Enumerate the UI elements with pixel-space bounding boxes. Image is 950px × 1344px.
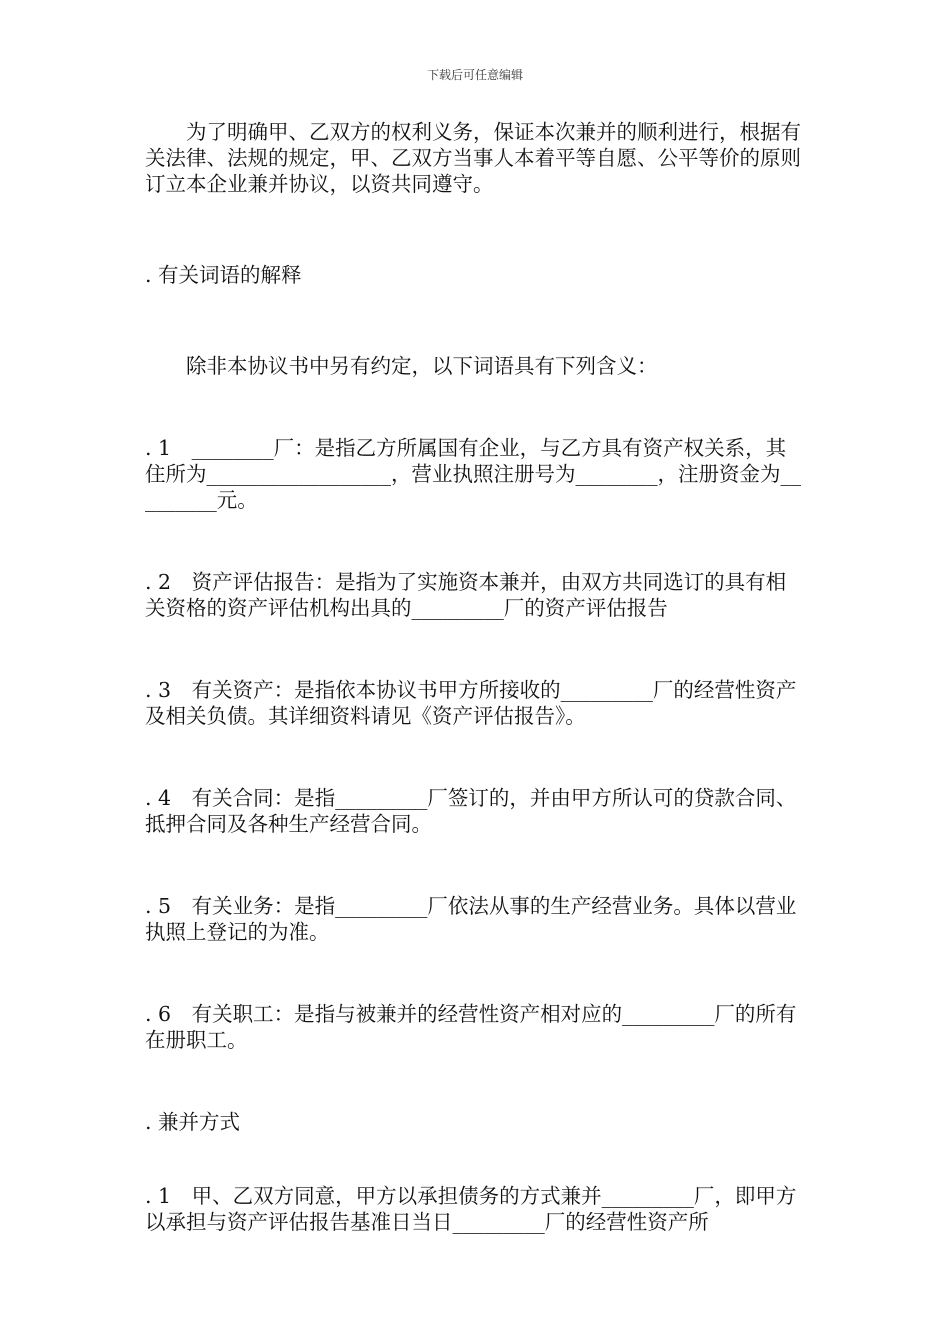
section-heading-merger-method: . 兼并方式: [145, 1110, 241, 1134]
clause-1-6: . 6 有关职工：是指与被兼并的经营性资产相对应的_________厂的所有在册职工。: [145, 1002, 797, 1052]
clause-1-2: . 2 资产评估报告：是指为了实施资本兼并，由双方共同选订的具有相关资格的资产评估机构出具的_________厂的资产评估报告: [145, 570, 787, 620]
intro-paragraph: 为了明确甲、乙双方的权利义务，保证本次兼并的顺利进行，根据有关法律、法规的规定，甲、乙双方当事人本着平等自愿、公平等价的原则订立本企业兼并协议，以资共同遵守。: [145, 120, 801, 196]
clause-1-5: . 5 有关业务：是指_________厂依法从事的生产经营业务。具体以营业执照上登记的为准。: [145, 894, 797, 944]
clause-1-3: . 3 有关资产：是指依本协议书甲方所接收的_________厂的经营性资产及相关负债。其详细资料请见《资产评估报告》。: [145, 678, 797, 728]
clause-1-1: . 1 ________厂：是指乙方所属国有企业，与乙方具有资产权关系，其住所为__________________，营业执照注册号为________，注册资金为_________元。: [145, 436, 801, 512]
header-note: 下载后可任意编辑: [426, 68, 523, 82]
clause-2-1: . 1 甲、乙双方同意，甲方以承担债务的方式兼并_________厂，即甲方以承担与资产评估报告基准日当日_________厂的经营性资产所: [145, 1184, 797, 1234]
definitions-intro: 除非本协议书中另有约定，以下词语具有下列含义：: [186, 354, 658, 378]
section-heading-definitions: . 有关词语的解释: [145, 263, 302, 287]
clause-1-4: . 4 有关合同：是指_________厂签订的，并由甲方所认可的贷款合同、抵押合同及各种生产经营合同。: [145, 786, 797, 836]
document-body: [145, 119, 805, 1235]
